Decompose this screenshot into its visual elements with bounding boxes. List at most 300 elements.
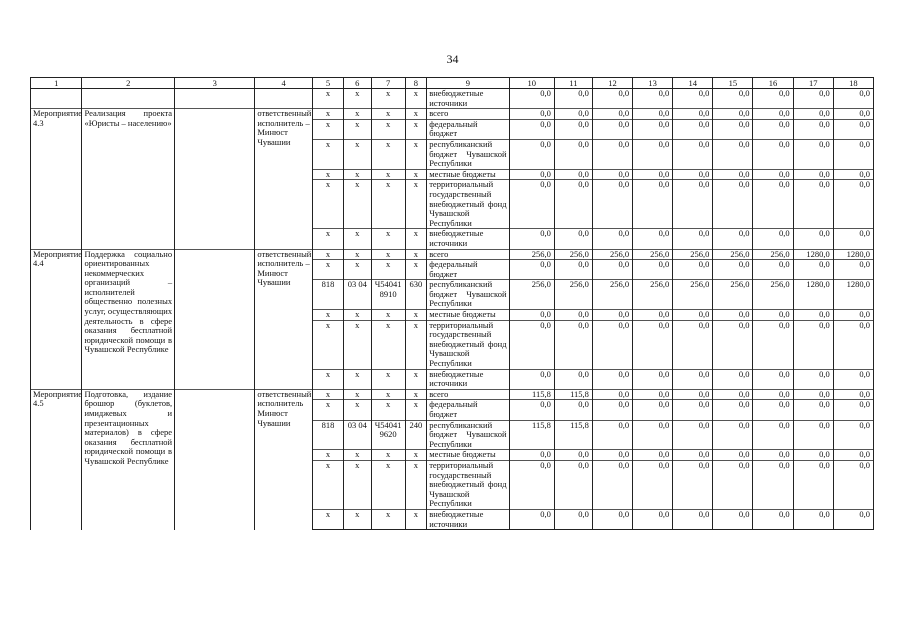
budget-code-section: x — [343, 169, 371, 180]
budget-code-grbs: x — [313, 180, 344, 229]
year-value-col-18: 0,0 — [833, 169, 873, 180]
year-value-col-10: 115,8 — [509, 420, 554, 450]
budget-code-target: x — [371, 229, 405, 249]
year-value-col-17: 0,0 — [793, 89, 833, 109]
header-col-12: 12 — [592, 78, 632, 89]
year-value-col-10: 0,0 — [509, 369, 554, 389]
year-value-col-18: 0,0 — [833, 420, 873, 450]
year-value-col-18: 0,0 — [833, 310, 873, 321]
funding-source: территориальный государственный внебюджетный фонд Чувашской Республики — [427, 320, 509, 369]
year-value-col-12: 256,0 — [592, 280, 632, 310]
header-col-16: 16 — [753, 78, 793, 89]
budget-code-grbs: x — [313, 509, 344, 529]
funding-source: всего — [427, 389, 509, 400]
budget-code-expense-type: x — [405, 450, 427, 461]
year-value-col-15: 0,0 — [713, 260, 753, 280]
header-col-8: 8 — [405, 78, 427, 89]
year-value-col-14: 0,0 — [673, 229, 713, 249]
budget-code-target: Ч54041 8910 — [371, 280, 405, 310]
year-value-col-14: 0,0 — [673, 169, 713, 180]
budget-code-section: x — [343, 180, 371, 229]
year-value-col-14: 0,0 — [673, 400, 713, 420]
year-value-col-13: 0,0 — [633, 389, 673, 400]
budget-code-target: x — [371, 139, 405, 169]
budget-code-grbs: x — [313, 229, 344, 249]
budget-code-grbs: x — [313, 119, 344, 139]
subprogram-cell — [175, 249, 255, 389]
year-value-col-18: 0,0 — [833, 89, 873, 109]
funding-source: республиканский бюджет Чувашской Республики — [427, 420, 509, 450]
budget-code-section: x — [343, 260, 371, 280]
budget-code-target: x — [371, 400, 405, 420]
header-col-1: 1 — [31, 78, 82, 89]
year-value-col-15: 0,0 — [713, 389, 753, 400]
year-value-col-12: 0,0 — [592, 119, 632, 139]
year-value-col-14: 0,0 — [673, 180, 713, 229]
executor-cell: ответственный исполнитель Минюст Чувашии — [255, 389, 313, 529]
year-value-col-10: 256,0 — [509, 249, 554, 260]
funding-table — [30, 77, 874, 530]
year-value-col-12: 0,0 — [592, 89, 632, 109]
header-col-17: 17 — [793, 78, 833, 89]
year-value-col-14: 0,0 — [673, 109, 713, 120]
budget-code-expense-type: 240 — [405, 420, 427, 450]
year-value-col-15: 0,0 — [713, 460, 753, 509]
year-value-col-12: 0,0 — [592, 139, 632, 169]
year-value-col-13: 0,0 — [633, 450, 673, 461]
year-value-col-16: 0,0 — [753, 509, 793, 529]
funding-source: республиканский бюджет Чувашской Республики — [427, 139, 509, 169]
year-value-col-11: 0,0 — [554, 260, 592, 280]
header-col-11: 11 — [554, 78, 592, 89]
year-value-col-11: 0,0 — [554, 89, 592, 109]
year-value-col-16: 0,0 — [753, 180, 793, 229]
year-value-col-17: 0,0 — [793, 180, 833, 229]
year-value-col-12: 0,0 — [592, 509, 632, 529]
table-row — [31, 89, 874, 109]
year-value-col-17: 0,0 — [793, 389, 833, 400]
budget-code-grbs: x — [313, 389, 344, 400]
subprogram-cell — [175, 89, 255, 109]
year-value-col-11: 0,0 — [554, 310, 592, 321]
year-value-col-12: 0,0 — [592, 310, 632, 321]
year-value-col-15: 0,0 — [713, 139, 753, 169]
year-value-col-14: 256,0 — [673, 280, 713, 310]
year-value-col-16: 256,0 — [753, 249, 793, 260]
year-value-col-13: 0,0 — [633, 420, 673, 450]
year-value-col-18: 0,0 — [833, 260, 873, 280]
budget-code-target: x — [371, 369, 405, 389]
budget-code-grbs: x — [313, 400, 344, 420]
year-value-col-16: 0,0 — [753, 320, 793, 369]
year-value-col-13: 0,0 — [633, 139, 673, 169]
year-value-col-12: 0,0 — [592, 400, 632, 420]
year-value-col-16: 0,0 — [753, 389, 793, 400]
year-value-col-13: 0,0 — [633, 260, 673, 280]
year-value-col-14: 0,0 — [673, 509, 713, 529]
funding-source: федеральный бюджет — [427, 260, 509, 280]
year-value-col-15: 0,0 — [713, 310, 753, 321]
executor-cell — [255, 89, 313, 109]
year-value-col-10: 0,0 — [509, 109, 554, 120]
year-value-col-16: 0,0 — [753, 400, 793, 420]
budget-code-expense-type: x — [405, 180, 427, 229]
budget-code-expense-type: x — [405, 229, 427, 249]
year-value-col-16: 0,0 — [753, 369, 793, 389]
year-value-col-17: 0,0 — [793, 509, 833, 529]
year-value-col-18: 0,0 — [833, 389, 873, 400]
year-value-col-12: 256,0 — [592, 249, 632, 260]
year-value-col-16: 0,0 — [753, 260, 793, 280]
budget-code-target: x — [371, 169, 405, 180]
year-value-col-16: 0,0 — [753, 460, 793, 509]
funding-source: территориальный государственный внебюджетный фонд Чувашской Республики — [427, 180, 509, 229]
budget-code-expense-type: x — [405, 139, 427, 169]
budget-code-target: x — [371, 119, 405, 139]
year-value-col-14: 0,0 — [673, 310, 713, 321]
year-value-col-15: 0,0 — [713, 420, 753, 450]
budget-code-target: x — [371, 509, 405, 529]
year-value-col-13: 0,0 — [633, 229, 673, 249]
budget-code-section: x — [343, 310, 371, 321]
year-value-col-10: 0,0 — [509, 450, 554, 461]
year-value-col-18: 0,0 — [833, 119, 873, 139]
year-value-col-18: 0,0 — [833, 369, 873, 389]
year-value-col-11: 256,0 — [554, 249, 592, 260]
budget-code-section: x — [343, 320, 371, 369]
year-value-col-10: 0,0 — [509, 320, 554, 369]
budget-code-target: x — [371, 260, 405, 280]
year-value-col-18: 0,0 — [833, 229, 873, 249]
budget-code-section: x — [343, 139, 371, 169]
budget-code-section: x — [343, 450, 371, 461]
budget-code-grbs: 818 — [313, 280, 344, 310]
table-row — [31, 389, 874, 400]
budget-code-expense-type: x — [405, 169, 427, 180]
year-value-col-12: 0,0 — [592, 460, 632, 509]
year-value-col-17: 0,0 — [793, 420, 833, 450]
year-value-col-13: 0,0 — [633, 119, 673, 139]
measure-title: Подготовка, издание брошюр (буклетов, имиджевых и презентационных материалов) в сфере оказания бесплатной юридической помощи в Чувашской Республике — [82, 389, 175, 529]
funding-source: местные бюджеты — [427, 450, 509, 461]
header-col-15: 15 — [713, 78, 753, 89]
budget-code-grbs: 818 — [313, 420, 344, 450]
year-value-col-10: 0,0 — [509, 119, 554, 139]
budget-code-section: x — [343, 509, 371, 529]
year-value-col-11: 0,0 — [554, 180, 592, 229]
header-row — [31, 78, 874, 89]
year-value-col-11: 0,0 — [554, 229, 592, 249]
year-value-col-11: 0,0 — [554, 509, 592, 529]
year-value-col-15: 0,0 — [713, 119, 753, 139]
year-value-col-16: 0,0 — [753, 229, 793, 249]
budget-code-section: 03 04 — [343, 280, 371, 310]
year-value-col-15: 0,0 — [713, 369, 753, 389]
budget-code-target: x — [371, 389, 405, 400]
funding-source: территориальный государственный внебюджетный фонд Чувашской Республики — [427, 460, 509, 509]
table-body — [31, 89, 874, 530]
year-value-col-13: 0,0 — [633, 460, 673, 509]
funding-source: внебюджетные источники — [427, 509, 509, 529]
year-value-col-13: 0,0 — [633, 180, 673, 229]
budget-code-target: x — [371, 310, 405, 321]
budget-code-expense-type: x — [405, 260, 427, 280]
year-value-col-14: 0,0 — [673, 450, 713, 461]
header-col-6: 6 — [343, 78, 371, 89]
budget-code-section: x — [343, 89, 371, 109]
budget-code-target: x — [371, 180, 405, 229]
budget-code-grbs: x — [313, 460, 344, 509]
table-row — [31, 109, 874, 120]
year-value-col-15: 256,0 — [713, 249, 753, 260]
year-value-col-18: 0,0 — [833, 320, 873, 369]
budget-code-grbs: x — [313, 369, 344, 389]
year-value-col-13: 0,0 — [633, 320, 673, 369]
year-value-col-16: 0,0 — [753, 420, 793, 450]
budget-code-expense-type: x — [405, 509, 427, 529]
budget-code-section: x — [343, 389, 371, 400]
year-value-col-11: 115,8 — [554, 389, 592, 400]
year-value-col-11: 0,0 — [554, 450, 592, 461]
year-value-col-13: 0,0 — [633, 400, 673, 420]
funding-source: федеральный бюджет — [427, 119, 509, 139]
year-value-col-15: 0,0 — [713, 169, 753, 180]
budget-code-target: x — [371, 450, 405, 461]
budget-code-section: x — [343, 460, 371, 509]
budget-code-target: x — [371, 460, 405, 509]
year-value-col-16: 0,0 — [753, 89, 793, 109]
budget-code-section: x — [343, 369, 371, 389]
measure-title: Поддержка социально ориентированных некоммерческих организаций – исполнителей общественно полезных услуг, осуществляющих деятельность в сфере оказания бесплатной юридической помощи в Чувашской Республике — [82, 249, 175, 389]
year-value-col-12: 0,0 — [592, 260, 632, 280]
funding-source: всего — [427, 249, 509, 260]
year-value-col-10: 0,0 — [509, 310, 554, 321]
year-value-col-13: 0,0 — [633, 369, 673, 389]
year-value-col-18: 1280,0 — [833, 249, 873, 260]
year-value-col-17: 0,0 — [793, 169, 833, 180]
year-value-col-17: 0,0 — [793, 400, 833, 420]
budget-code-expense-type: x — [405, 109, 427, 120]
year-value-col-18: 0,0 — [833, 109, 873, 120]
year-value-col-17: 0,0 — [793, 460, 833, 509]
year-value-col-15: 0,0 — [713, 89, 753, 109]
measure-number: Мероприятие 4.3 — [31, 109, 82, 249]
budget-code-grbs: x — [313, 310, 344, 321]
year-value-col-18: 0,0 — [833, 139, 873, 169]
year-value-col-12: 0,0 — [592, 180, 632, 229]
budget-code-target: x — [371, 320, 405, 369]
year-value-col-12: 0,0 — [592, 389, 632, 400]
measure-number: Мероприятие 4.4 — [31, 249, 82, 389]
header-col-7: 7 — [371, 78, 405, 89]
year-value-col-17: 0,0 — [793, 229, 833, 249]
measure-title: Реализация проекта «Юристы – населению» — [82, 109, 175, 249]
funding-source: внебюджетные источники — [427, 89, 509, 109]
year-value-col-17: 1280,0 — [793, 280, 833, 310]
budget-code-grbs: x — [313, 139, 344, 169]
year-value-col-13: 256,0 — [633, 249, 673, 260]
budget-code-expense-type: x — [405, 119, 427, 139]
budget-code-section: 03 04 — [343, 420, 371, 450]
year-value-col-17: 0,0 — [793, 320, 833, 369]
year-value-col-15: 0,0 — [713, 320, 753, 369]
executor-cell: ответственный исполнитель – Минюст Чувашии — [255, 249, 313, 389]
funding-source: местные бюджеты — [427, 169, 509, 180]
year-value-col-17: 0,0 — [793, 119, 833, 139]
year-value-col-18: 0,0 — [833, 400, 873, 420]
budget-code-target: x — [371, 249, 405, 260]
year-value-col-12: 0,0 — [592, 169, 632, 180]
year-value-col-18: 0,0 — [833, 180, 873, 229]
year-value-col-11: 0,0 — [554, 400, 592, 420]
year-value-col-16: 0,0 — [753, 169, 793, 180]
year-value-col-18: 0,0 — [833, 509, 873, 529]
budget-code-section: x — [343, 229, 371, 249]
header-col-3: 3 — [175, 78, 255, 89]
year-value-col-16: 0,0 — [753, 119, 793, 139]
year-value-col-10: 0,0 — [509, 260, 554, 280]
year-value-col-13: 0,0 — [633, 169, 673, 180]
budget-code-grbs: x — [313, 89, 344, 109]
year-value-col-11: 0,0 — [554, 320, 592, 369]
year-value-col-11: 256,0 — [554, 280, 592, 310]
budget-code-expense-type: 630 — [405, 280, 427, 310]
funding-source: внебюджетные источники — [427, 369, 509, 389]
year-value-col-14: 0,0 — [673, 369, 713, 389]
header-col-14: 14 — [673, 78, 713, 89]
year-value-col-13: 0,0 — [633, 310, 673, 321]
budget-code-grbs: x — [313, 260, 344, 280]
year-value-col-14: 0,0 — [673, 460, 713, 509]
header-col-13: 13 — [633, 78, 673, 89]
year-value-col-16: 0,0 — [753, 109, 793, 120]
budget-code-target: Ч54041 9620 — [371, 420, 405, 450]
table-row — [31, 249, 874, 260]
subprogram-cell — [175, 109, 255, 249]
year-value-col-18: 0,0 — [833, 450, 873, 461]
budget-code-section: x — [343, 109, 371, 120]
funding-source: местные бюджеты — [427, 310, 509, 321]
budget-code-grbs: x — [313, 450, 344, 461]
budget-code-grbs: x — [313, 109, 344, 120]
year-value-col-14: 0,0 — [673, 389, 713, 400]
year-value-col-15: 256,0 — [713, 280, 753, 310]
year-value-col-12: 0,0 — [592, 320, 632, 369]
year-value-col-17: 0,0 — [793, 139, 833, 169]
year-value-col-12: 0,0 — [592, 450, 632, 461]
measure-number: Мероприятие 4.5 — [31, 389, 82, 529]
year-value-col-12: 0,0 — [592, 420, 632, 450]
year-value-col-18: 1280,0 — [833, 280, 873, 310]
budget-code-expense-type: x — [405, 400, 427, 420]
year-value-col-10: 0,0 — [509, 229, 554, 249]
year-value-col-14: 0,0 — [673, 320, 713, 369]
budget-code-expense-type: x — [405, 310, 427, 321]
year-value-col-11: 0,0 — [554, 109, 592, 120]
budget-code-section: x — [343, 400, 371, 420]
year-value-col-16: 0,0 — [753, 310, 793, 321]
header-col-9: 9 — [427, 78, 509, 89]
budget-code-section: x — [343, 119, 371, 139]
budget-code-expense-type: x — [405, 320, 427, 369]
year-value-col-10: 0,0 — [509, 139, 554, 169]
year-value-col-10: 0,0 — [509, 509, 554, 529]
budget-code-section: x — [343, 249, 371, 260]
year-value-col-15: 0,0 — [713, 229, 753, 249]
year-value-col-17: 0,0 — [793, 450, 833, 461]
year-value-col-17: 0,0 — [793, 260, 833, 280]
budget-code-expense-type: x — [405, 460, 427, 509]
budget-code-grbs: x — [313, 249, 344, 260]
year-value-col-12: 0,0 — [592, 229, 632, 249]
header-col-2: 2 — [82, 78, 175, 89]
year-value-col-10: 0,0 — [509, 400, 554, 420]
year-value-col-15: 0,0 — [713, 109, 753, 120]
year-value-col-14: 256,0 — [673, 249, 713, 260]
year-value-col-17: 0,0 — [793, 109, 833, 120]
budget-code-target: x — [371, 109, 405, 120]
budget-code-target: x — [371, 89, 405, 109]
year-value-col-16: 0,0 — [753, 450, 793, 461]
year-value-col-10: 0,0 — [509, 169, 554, 180]
year-value-col-10: 115,8 — [509, 389, 554, 400]
executor-cell: ответственный исполнитель – Минюст Чувашии — [255, 109, 313, 249]
year-value-col-15: 0,0 — [713, 180, 753, 229]
table-header — [31, 78, 874, 89]
header-col-10: 10 — [509, 78, 554, 89]
year-value-col-11: 115,8 — [554, 420, 592, 450]
budget-code-expense-type: x — [405, 389, 427, 400]
year-value-col-13: 256,0 — [633, 280, 673, 310]
year-value-col-13: 0,0 — [633, 109, 673, 120]
subprogram-cell — [175, 389, 255, 529]
year-value-col-12: 0,0 — [592, 109, 632, 120]
year-value-col-11: 0,0 — [554, 460, 592, 509]
year-value-col-14: 0,0 — [673, 89, 713, 109]
year-value-col-11: 0,0 — [554, 169, 592, 180]
year-value-col-11: 0,0 — [554, 369, 592, 389]
year-value-col-11: 0,0 — [554, 139, 592, 169]
budget-code-expense-type: x — [405, 249, 427, 260]
year-value-col-17: 1280,0 — [793, 249, 833, 260]
funding-source: федеральный бюджет — [427, 400, 509, 420]
budget-code-expense-type: x — [405, 369, 427, 389]
year-value-col-15: 0,0 — [713, 400, 753, 420]
measure-title — [82, 89, 175, 109]
budget-code-expense-type: x — [405, 89, 427, 109]
year-value-col-13: 0,0 — [633, 509, 673, 529]
year-value-col-16: 256,0 — [753, 280, 793, 310]
measure-number — [31, 89, 82, 109]
year-value-col-14: 0,0 — [673, 119, 713, 139]
funding-source: внебюджетные источники — [427, 229, 509, 249]
year-value-col-17: 0,0 — [793, 369, 833, 389]
year-value-col-15: 0,0 — [713, 509, 753, 529]
header-col-18: 18 — [833, 78, 873, 89]
budget-code-grbs: x — [313, 169, 344, 180]
year-value-col-17: 0,0 — [793, 310, 833, 321]
year-value-col-14: 0,0 — [673, 260, 713, 280]
budget-code-grbs: x — [313, 320, 344, 369]
page-number: 34 — [446, 52, 459, 66]
year-value-col-10: 256,0 — [509, 280, 554, 310]
funding-source: республиканский бюджет Чувашской Республики — [427, 280, 509, 310]
funding-source: всего — [427, 109, 509, 120]
year-value-col-18: 0,0 — [833, 460, 873, 509]
year-value-col-15: 0,0 — [713, 450, 753, 461]
header-col-5: 5 — [313, 78, 344, 89]
year-value-col-10: 0,0 — [509, 180, 554, 229]
